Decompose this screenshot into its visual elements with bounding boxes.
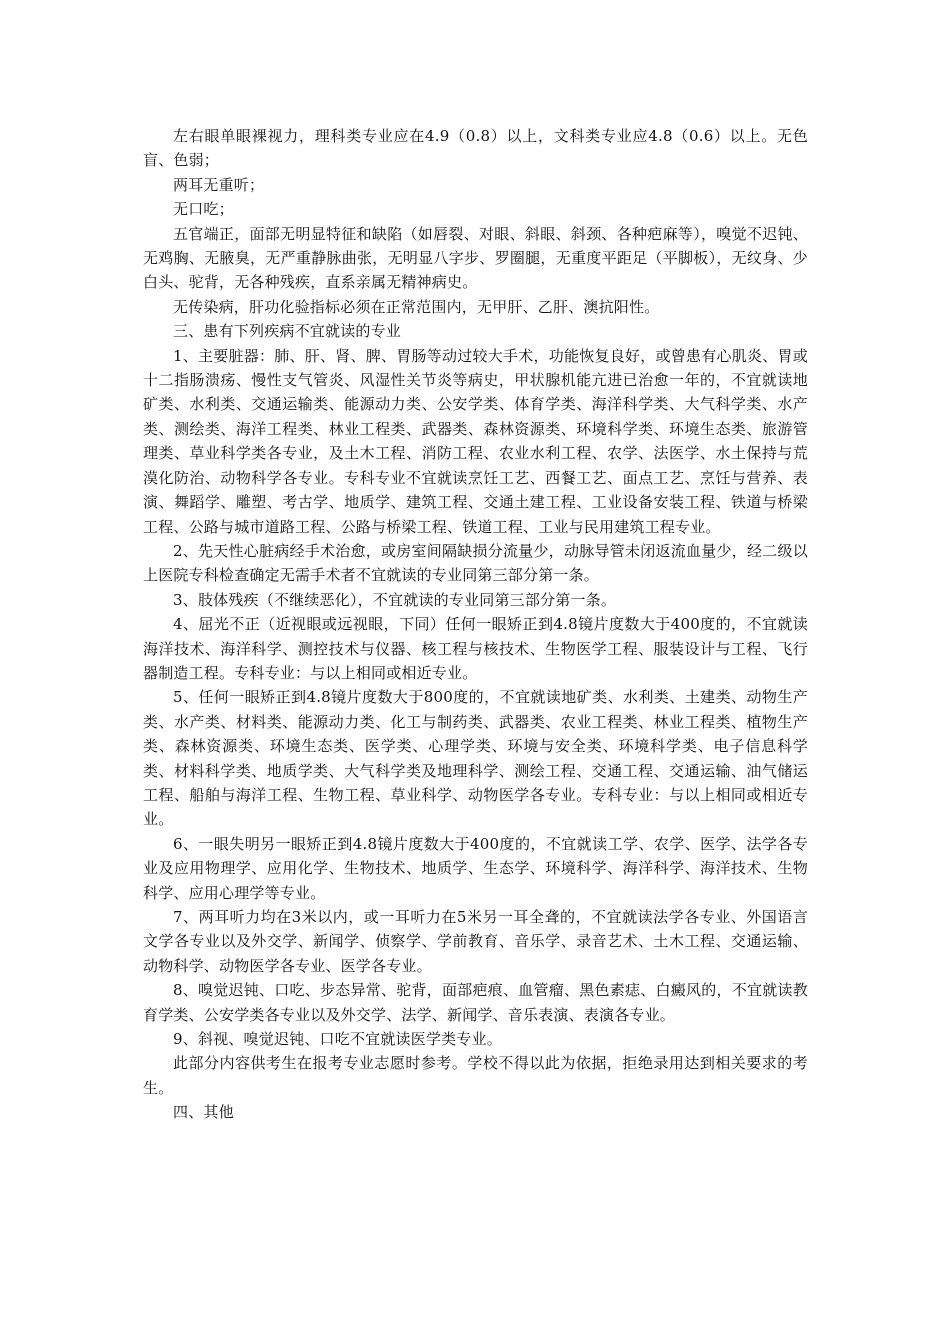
- list-item-6: 6、一眼失明另一眼矫正到4.8镜片度数大于400度的，不宜就读工学、农学、医学、法学各专业及应用物理学、应用化学、生物技术、地质学、生态学、环境科学、海洋科学、海洋技术、生物科学、应用心理学等专业。: [143, 834, 808, 902]
- section-heading-4: 四、其他: [173, 1103, 234, 1122]
- section-heading-3: 三、患有下列疾病不宜就读的专业: [173, 322, 402, 341]
- paragraph-vision: 左右眼单眼裸视力，理科类专业应在4.9（0.8）以上，文科类专业应4.8（0.6）以上。无色盲、色弱；: [143, 127, 808, 170]
- list-item-9: 9、斜视、嗅觉迟钝、口吃不宜就读医学类专业。: [173, 1030, 502, 1049]
- list-item-8: 8、嗅觉迟钝、口吃、步态异常、驼背，面部疤痕、血管瘤、黑色素痣、白癜风的，不宜就读教育学类、公安学类各专业以及外交学、法学、新闻学、音乐表演、表演各专业。: [143, 981, 808, 1024]
- list-item-4: 4、屈光不正（近视眼或远视眼，下同）任何一眼矫正到4.8镜片度数大于400度的，不宜就读海洋技术、海洋科学、测控技术与仪器、核工程与核技术、生物医学工程、服装设计与工程、飞行器制造工程。专科专业：与以上相同或相近专业。: [143, 615, 808, 682]
- list-item-7: 7、两耳听力均在3米以内，或一耳听力在5米另一耳全聋的，不宜就读法学各专业、外国语言文学各专业以及外交学、新闻学、侦察学、学前教育、音乐学、录音艺术、土木工程、交通运输、动物科学、动物医学各专业、医学各专业。: [143, 908, 808, 975]
- paragraph-hearing: 两耳无重听；: [173, 175, 265, 194]
- paragraph-infectious-disease: 无传染病，肝功化验指标必须在正常范围内，无甲肝、乙肝、澳抗阳性。: [173, 297, 660, 316]
- paragraph-note: 此部分内容供考生在报考专业志愿时参考。学校不得以此为依据，拒绝录用达到相关要求的考生。: [143, 1054, 808, 1097]
- list-item-2: 2、先天性心脏病经手术治愈，或房室间隔缺损分流量少，动脉导管未闭返流血量少，经二级以上医院专科检查确定无需手术者不宜就读的专业同第三部分第一条。: [143, 541, 808, 585]
- list-item-5: 5、任何一眼矫正到4.8镜片度数大于800度的，不宜就读地矿类、水利类、土建类、动物生产类、水产类、材料类、能源动力类、化工与制药类、武器类、农业工程类、林业工程类、植物生产类、森林资源类、环境生态类、医学类、心理学类、环境与安全类、环境科学类、电子信息科学类、材料科学类、地质学类、大气科学类及地理科学、测绘工程、交通工程、交通运输、油气储运工程、船舶与海洋工程、生物工程、草业科学、动物医学各专业。专科专业：与以上相同或相近专业。: [143, 688, 808, 829]
- paragraph-appearance: 五官端正，面部无明显特征和缺陷（如唇裂、对眼、斜眼、斜颈、各种疤麻等），嗅觉不迟钝、无鸡胸、无腋臭，无严重静脉曲张，无明显八字步、罗圈腿，无重度平距足（平脚板），无纹身、少白头、驼背，无各种残疾，直系亲属无精神病史。: [143, 224, 808, 292]
- list-item-1: 1、主要脏器：肺、肝、肾、脾、胃肠等动过较大手术，功能恢复良好，或曾患有心肌炎、胃或十二指肠溃疡、慢性支气管炎、风湿性关节炎等病史，甲状腺机能亢进已治愈一年的，不宜就读地矿类、水利类、交通运输类、能源动力类、公安学类、体育学类、海洋科学类、大气科学类、水产类、测绘类、海洋工程类、林业工程类、武器类、森林资源类、环境科学类、环境生态类、旅游管理类、草业科学类各专业，及土木工程、消防工程、农业水利工程、农学、法医学、水土保持与荒漠化防治、动物科学各专业。专科专业不宜就读烹饪工艺、西餐工艺、面点工艺、烹饪与营养、表演、舞蹈学、雕塑、考古学、地质学、建筑工程、交通土建工程、工业设备安装工程、铁道与桥梁工程、公路与城市道路工程、公路与桥梁工程、铁道工程、工业与民用建筑工程专业。: [143, 346, 808, 536]
- paragraph-stutter: 无口吃；: [173, 200, 234, 219]
- list-item-3: 3、肢体残疾（不继续恶化），不宜就读的专业同第三部分第一条。: [173, 590, 617, 609]
- document-body: [143, 124, 808, 1125]
